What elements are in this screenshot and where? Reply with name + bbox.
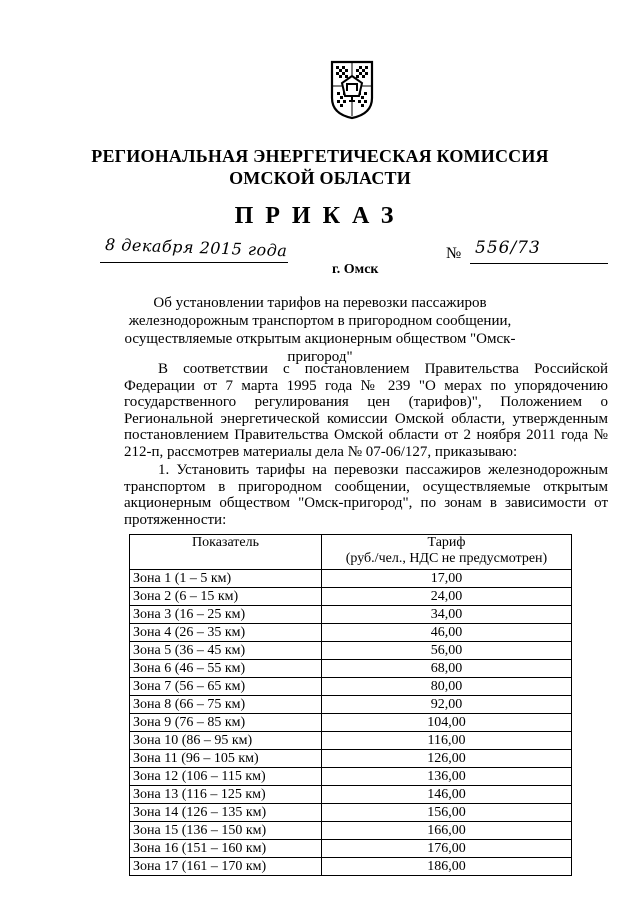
zone-cell: Зона 1 (1 – 5 км) [130, 570, 322, 588]
tariff-cell: 68,00 [322, 660, 572, 678]
table-row [130, 840, 572, 858]
zone-cell: Зона 4 (26 – 35 км) [130, 624, 322, 642]
tariff-cell: 166,00 [322, 822, 572, 840]
tariff-cell: 104,00 [322, 714, 572, 732]
tariff-header-title: Тариф [427, 535, 466, 550]
table-header-row [130, 535, 572, 570]
document-subject: Об установлении тарифов на перевозки пассажиров железнодорожным транспортом в пригородном сообщении, осуществляемые открытым акционерным обществом "Омск-пригород" [124, 295, 516, 365]
zone-cell: Зона 10 (86 – 95 км) [130, 732, 322, 750]
table-row [130, 858, 572, 876]
zone-cell: Зона 5 (36 – 45 км) [130, 642, 322, 660]
tariff-cell: 56,00 [322, 642, 572, 660]
tariff-header-unit: (руб./чел., НДС не предусмотрен) [345, 551, 548, 566]
zone-cell: Зона 11 (96 – 105 км) [130, 750, 322, 768]
omsk-coat-of-arms-icon [329, 60, 375, 120]
date-underline [100, 262, 288, 263]
preamble-paragraph: В соответствии с постановлением Правительства Российской Федерации от 7 марта 1995 года № 239 "О мерах по упорядочению государственного регулирования цен (тарифов)", Положением о Региональной энергетической комиссии Омской области, утвержденным постановлением Правительства Омской области от 2 ноября 2011 года № 212-п, рассмотрев материалы дела № 07-06/127, приказываю: [124, 361, 608, 460]
organization-name-line1: РЕГИОНАЛЬНАЯ ЭНЕРГЕТИЧЕСКАЯ КОМИССИЯ [91, 146, 549, 166]
tariff-cell: 116,00 [322, 732, 572, 750]
column-header-indicator: Показатель [130, 535, 322, 570]
zone-cell: Зона 15 (136 – 150 км) [130, 822, 322, 840]
number-underline [470, 263, 608, 264]
tariff-cell: 146,00 [322, 786, 572, 804]
table-row [130, 714, 572, 732]
zone-cell: Зона 7 (56 – 65 км) [130, 678, 322, 696]
tariff-cell: 34,00 [322, 606, 572, 624]
tariff-cell: 24,00 [322, 588, 572, 606]
tariff-cell: 136,00 [322, 768, 572, 786]
zone-cell: Зона 9 (76 – 85 км) [130, 714, 322, 732]
table-row [130, 786, 572, 804]
tariff-cell: 126,00 [322, 750, 572, 768]
zone-cell: Зона 16 (151 – 160 км) [130, 840, 322, 858]
table-row [130, 678, 572, 696]
tariff-cell: 80,00 [322, 678, 572, 696]
table-row [130, 768, 572, 786]
table-row [130, 624, 572, 642]
table-row [130, 588, 572, 606]
zone-cell: Зона 3 (16 – 25 км) [130, 606, 322, 624]
table-row [130, 750, 572, 768]
column-header-tariff [322, 535, 572, 570]
handwritten-date: 8 декабря 2015 года [104, 234, 288, 261]
zone-cell: Зона 2 (6 – 15 км) [130, 588, 322, 606]
table-row [130, 822, 572, 840]
organization-name-line2: ОМСКОЙ ОБЛАСТИ [229, 168, 411, 188]
clause-1-paragraph: 1. Установить тарифы на перевозки пассажиров железнодорожным транспортом в пригородном сообщении, осуществляемые открытым акционерным обществом "Омск-пригород", по зонам в зависимости от протяженности: [124, 462, 608, 528]
table-row [130, 696, 572, 714]
zone-cell: Зона 12 (106 – 115 км) [130, 768, 322, 786]
handwritten-number: 556/73 [475, 238, 541, 258]
tariff-cell: 17,00 [322, 570, 572, 588]
document-type-title: ПРИКАЗ [234, 203, 406, 229]
tariff-cell: 92,00 [322, 696, 572, 714]
number-label: № [446, 245, 462, 262]
zone-cell: Зона 14 (126 – 135 км) [130, 804, 322, 822]
tariff-table-body [130, 570, 572, 876]
table-row [130, 660, 572, 678]
table-row [130, 642, 572, 660]
table-row [130, 606, 572, 624]
table-row [130, 570, 572, 588]
zone-cell: Зона 6 (46 – 55 км) [130, 660, 322, 678]
tariff-cell: 186,00 [322, 858, 572, 876]
table-row [130, 804, 572, 822]
city-label: г. Омск [332, 262, 379, 277]
tariff-cell: 176,00 [322, 840, 572, 858]
tariff-cell: 46,00 [322, 624, 572, 642]
zone-cell: Зона 13 (116 – 125 км) [130, 786, 322, 804]
table-row [130, 732, 572, 750]
tariff-cell: 156,00 [322, 804, 572, 822]
zone-cell: Зона 8 (66 – 75 км) [130, 696, 322, 714]
tariff-table [129, 534, 572, 876]
zone-cell: Зона 17 (161 – 170 км) [130, 858, 322, 876]
